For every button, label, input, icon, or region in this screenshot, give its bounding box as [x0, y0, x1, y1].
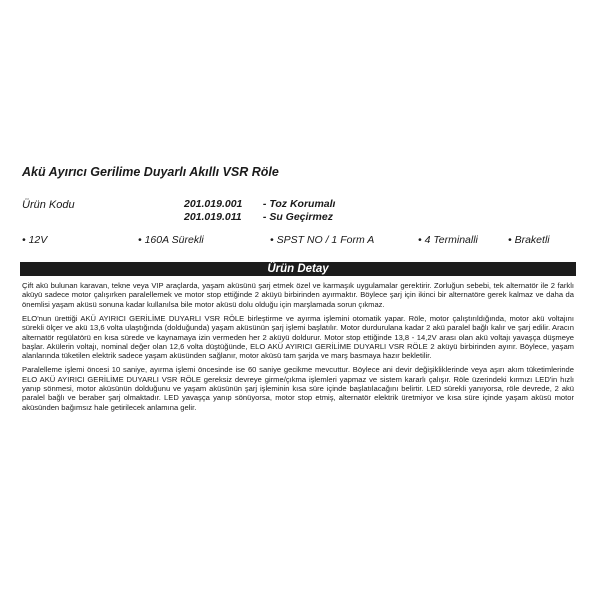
- product-code-desc: - Su Geçirmez: [262, 211, 333, 223]
- product-code-row: [184, 211, 333, 223]
- product-code-row: [184, 198, 335, 210]
- detail-paragraph: Paralelleme işlemi öncesi 10 saniye, ayırma işlemi öncesinde ise 60 saniye gecikme mevcuttur. Böylece ani devir değişikliklerinde veya aşırı akım tüketimlerinde ELO AKÜ AYIRICI GERİLİME DUYARLI VSR RÖLE gereksiz devreye girme/çıkma işlemleri yapmaz ve sistem kararlı çalışır. Röle üzerindeki kırmızı LED'in hızlı yanıp sönmesi, motor aküsünün dolduğunu ve yaşam aküsünün şarj işleminin kısa süre içinde başlatılacağını belirtir. LED sürekli yanıyorsa, röle devrede, 2 akü paralel bağlı ve beraber şarj olmaktadır. LED yavaşça yanıp sönüyorsa, motor stop etmiş, alternatör elektrik üretmiyor ve kısa süre içinde yaşam aküsü motor aküsünden bağımsız hale getirilecek anlamına gelir.: [22, 365, 574, 412]
- detail-paragraph: Çift akü bulunan karavan, tekne veya VIP araçlarda, yaşam aküsünü şarj etmek özel ve karmaşık uygulamalar gerektirir. Zorluğun sebebi, tek alternatör ile 2 farklı aküyü sadece motor çalışırken paralellemek ve motor stop ettiğinde 2 aküyü birbirinden ayırmaktır. Böylece şarj için ikinci bir alternatöre gerek kalmaz ve daha da önemlisi yaşam aküsü sonuna kadar kullanılsa bile motor aküsü dolu olduğu için marşlamada sorun çıkmaz.: [22, 281, 574, 309]
- detail-paragraph: ELO'nun ürettiği AKÜ AYIRICI GERİLİME DUYARLI VSR RÖLE birleştirme ve ayırma işlemini otomatik yapar. Röle, motor çalıştırıldığında, motor akü voltajını sürekli ölçer ve akü 13,6 volta ulaştığında (dolduğunda) yaşam aküsünün şarj işlemi başlatılır. Motor durdurulana kadar 2 akü paralel bağlı kalır ve şarj edilir. Aracın alternatör regülatörü en kısa sürede ve kaynamaya izin vermeden her 2 aküyü doldurur. Motor stop ettiğinde 13,8 - 14,2V arası olan akü voltajı yavaşça düşmeye başlar. Akülerin voltajı, nominal değer olan 12,6 volta düştüğünde, ELO AKÜ AYIRICI GERİLİME DUYARLI VSR RÖLE 2 aküyü birbirinden ayırır. Böylece, yaşam alanlarında tüketilen elektrik sadece yaşam aküsünden sağlanır, motor aküsü tam şarjda ve marş basmaya hazır bekletilir.: [22, 313, 574, 361]
- section-header-bar: [20, 262, 576, 276]
- product-code-desc: - Toz Korumalı: [262, 198, 336, 210]
- product-code: 201.019.011: [184, 211, 242, 223]
- spec-bracket: • Braketli: [508, 234, 550, 246]
- spec-terminals: • 4 Terminalli: [418, 234, 478, 246]
- product-code-label: Ürün Kodu: [22, 199, 75, 211]
- detail-body: [22, 281, 574, 417]
- product-title: Akü Ayırıcı Gerilime Duyarlı Akıllı VSR Röle: [22, 165, 279, 179]
- product-code: 201.019.001: [184, 198, 243, 210]
- section-heading: Ürün Detay: [267, 263, 329, 275]
- spec-voltage: • 12V: [22, 234, 48, 246]
- spec-current: • 160A Sürekli: [138, 234, 204, 246]
- spec-contact: • SPST NO / 1 Form A: [270, 234, 375, 246]
